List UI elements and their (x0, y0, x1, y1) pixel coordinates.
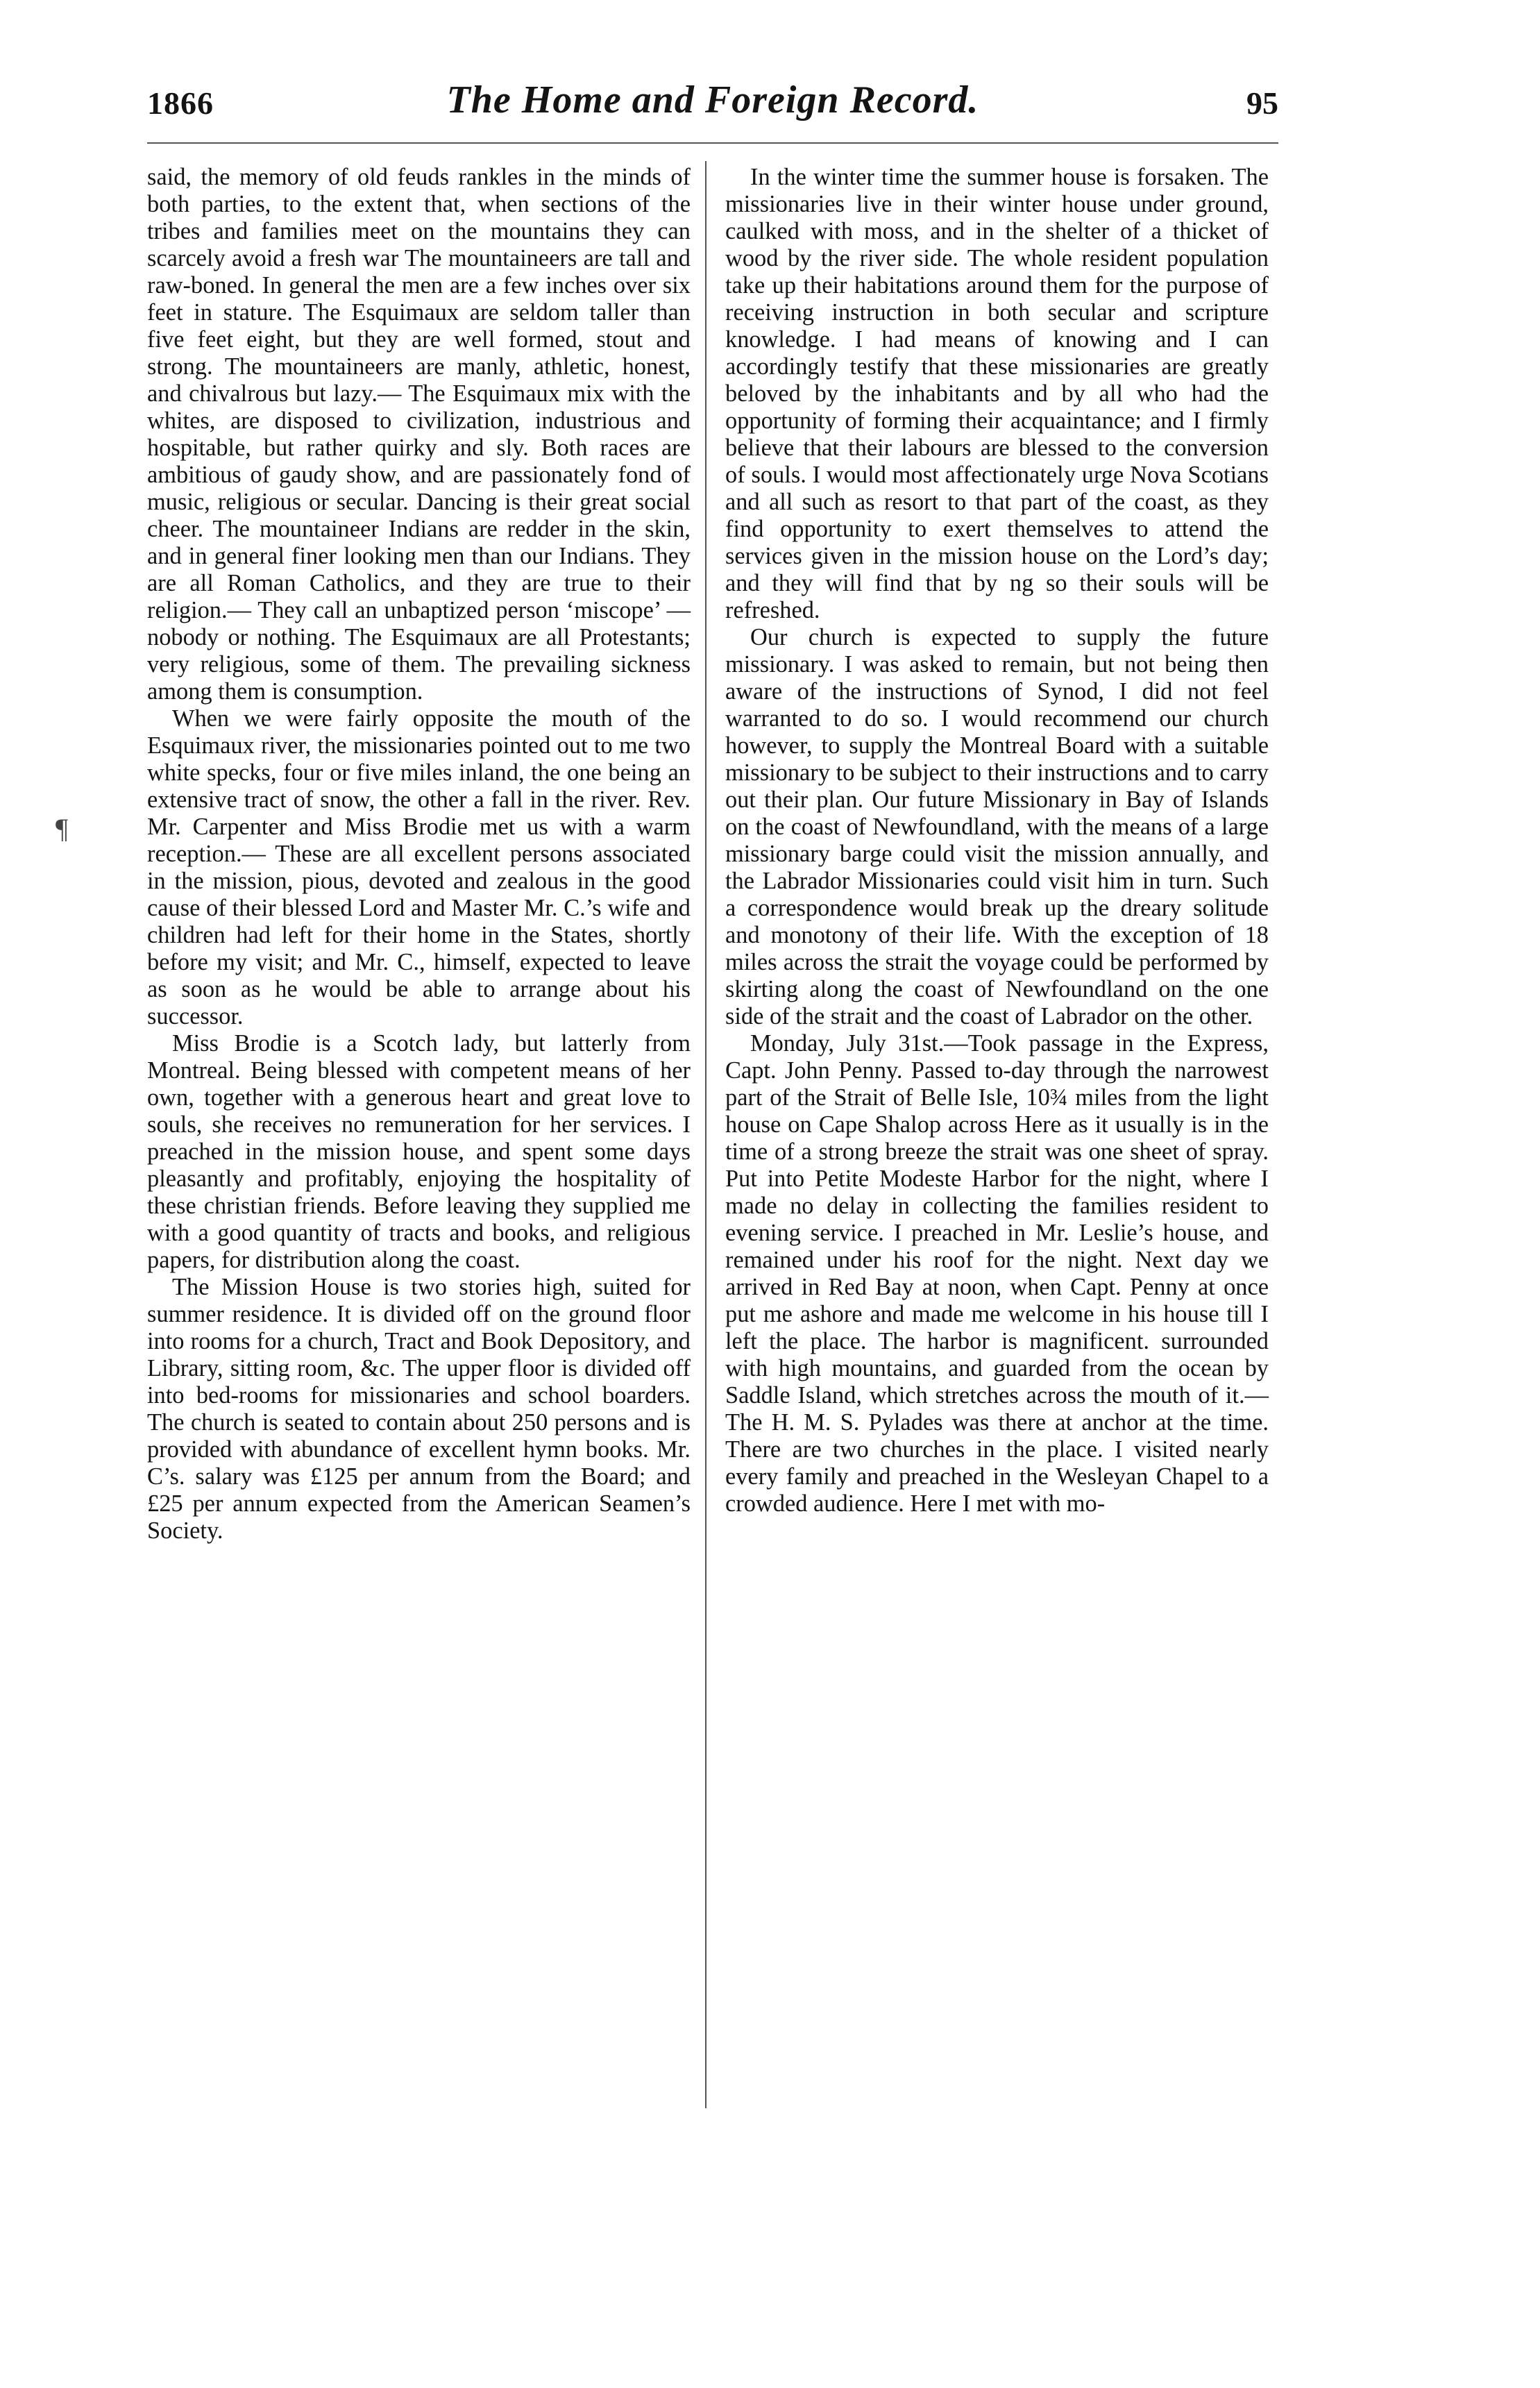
left-paragraph-2: When we were fairly opposite the mouth of the Esquimaux river, the missionaries pointed out to me two white specks, four or five miles inland, the one being an extensive tract of snow, the other a fall in the river. Rev. Mr. Carpenter and Miss Brodie met us with a warm reception.— These are all excellent persons associated in the mission, pious, devoted and zealous in the good cause of their blessed Lord and Master Mr. C.’s wife and children had left for their home in the States, shortly before my visit; and Mr. C., himself, expected to leave as soon as he would be able to arrange about his successor. (147, 705, 691, 1029)
right-paragraph-3: Monday, July 31st.—Took passage in the Express, Capt. John Penny. Passed to-day through the narrowest part of the Strait of Belle Isle, 10¾ miles from the light house on Cape Shalop across Here as it usually is in the time of a strong breeze the strait was one sheet of spray. Put into Petite Modeste Harbor for the night, where I made no delay in collecting the families resident to evening service. I preached in Mr. Leslie’s house, and remained under his roof for the night. Next day we arrived in Red Bay at noon, when Capt. Penny at once put me ashore and made me welcome in his house till I left the place. The harbor is magnificent. surrounded with high mountains, and guarded from the ocean by Saddle Island, which stretches across the mouth of it.— The H. M. S. Pylades was there at anchor at the time. There are two churches in the place. I visited nearly every family and preached in the Wesleyan Chapel to a crowded audience. Here I met with mo- (725, 1030, 1269, 1517)
right-paragraph-1: In the winter time the summer house is forsaken. The missionaries live in their winter house under ground, caulked with moss, and in the shelter of a thicket of wood by the river side. The whole resident population take up their habitations around them for the purpose of receiving instruction in both secular and scripture knowledge. I had means of knowing and I can accordingly testify that these missionaries are greatly beloved by the inhabitants and by all who had the opportunity of forming their acquaintance; and I firmly believe that their labours are blessed to the conversion of souls. I would most affectionately urge Nova Scotians and all such as resort to that part of the coast, as they find opportunity to exert themselves to attend the services given in the mission house on the Lord’s day; and they will find that by ng so their souls will be refreshed. (725, 164, 1269, 623)
header-divider (147, 142, 1278, 144)
right-paragraph-2: Our church is expected to supply the future missionary. I was asked to remain, but not being then aware of the instructions of Synod, I did not feel warranted to do so. I would recommend our church however, to supply the Montreal Board with a suitable missionary to be subject to their instructions and to carry out their plan. Our future Missionary in Bay of Islands on the coast of Newfoundland, with the means of a large missionary barge could visit the mission annually, and the Labrador Missionaries could visit him in turn. Such a correspondence would break up the dreary solitude and monotony of their life. With the exception of 18 miles across the strait the voyage could be performed by skirting along the coast of Newfoundland on the one side of the strait and the coast of Labrador on the other. (725, 624, 1269, 1029)
column-divider (705, 161, 706, 2108)
left-paragraph-3: Miss Brodie is a Scotch lady, but latterly from Montreal. Being blessed with competent means of her own, together with a generous heart and great love to souls, she receives no remuneration for her services. I preached in the mission house, and spent some days pleasantly and profitably, enjoying the hospitality of these christian friends. Before leaving they supplied me with a good quantity of tracts and books, and religious papers, for distribution along the coast. (147, 1030, 691, 1273)
journal-title: The Home and Foreign Record. (446, 78, 979, 121)
header-year: 1866 (147, 85, 214, 121)
margin-mark: ¶ (56, 813, 69, 844)
page-number: 95 (1246, 85, 1278, 121)
page-header (147, 78, 1278, 126)
left-column (147, 164, 691, 1545)
left-paragraph-1: said, the memory of old feuds rankles in the minds of both parties, to the extent that, when sections of the tribes and families meet on the mountains they can scarcely avoid a fresh war The mountaineers are tall and raw-boned. In general the men are a few inches over six feet in stature. The Esquimaux are seldom taller than five feet eight, but they are well formed, stout and strong. The mountaineers are manly, athletic, honest, and chivalrous but lazy.— The Esquimaux mix with the whites, are disposed to civilization, industrious and hospitable, but rather quirky and sly. Both races are ambitious of gaudy show, and are passionately fond of music, religious or secular. Dancing is their great social cheer. The mountaineer Indians are redder in the skin, and in general finer looking men than our Indians. They are all Roman Catholics, and they are true to their religion.— They call an unbaptized person ‘miscope’ —nobody or nothing. The Esquimaux are all Protestants; very religious, some of them. The prevailing sickness among them is consumption. (147, 164, 691, 705)
left-paragraph-4: The Mission House is two stories high, suited for summer residence. It is divided off on the ground floor into rooms for a church, Tract and Book Depository, and Library, sitting room, &c. The upper floor is divided off into bed-rooms for missionaries and school boarders. The church is seated to contain about 250 persons and is provided with abundance of excellent hymn books. Mr. C’s. salary was £125 per annum from the Board; and £25 per annum expected from the American Seamen’s Society. (147, 1274, 691, 1544)
right-column (725, 164, 1269, 1517)
